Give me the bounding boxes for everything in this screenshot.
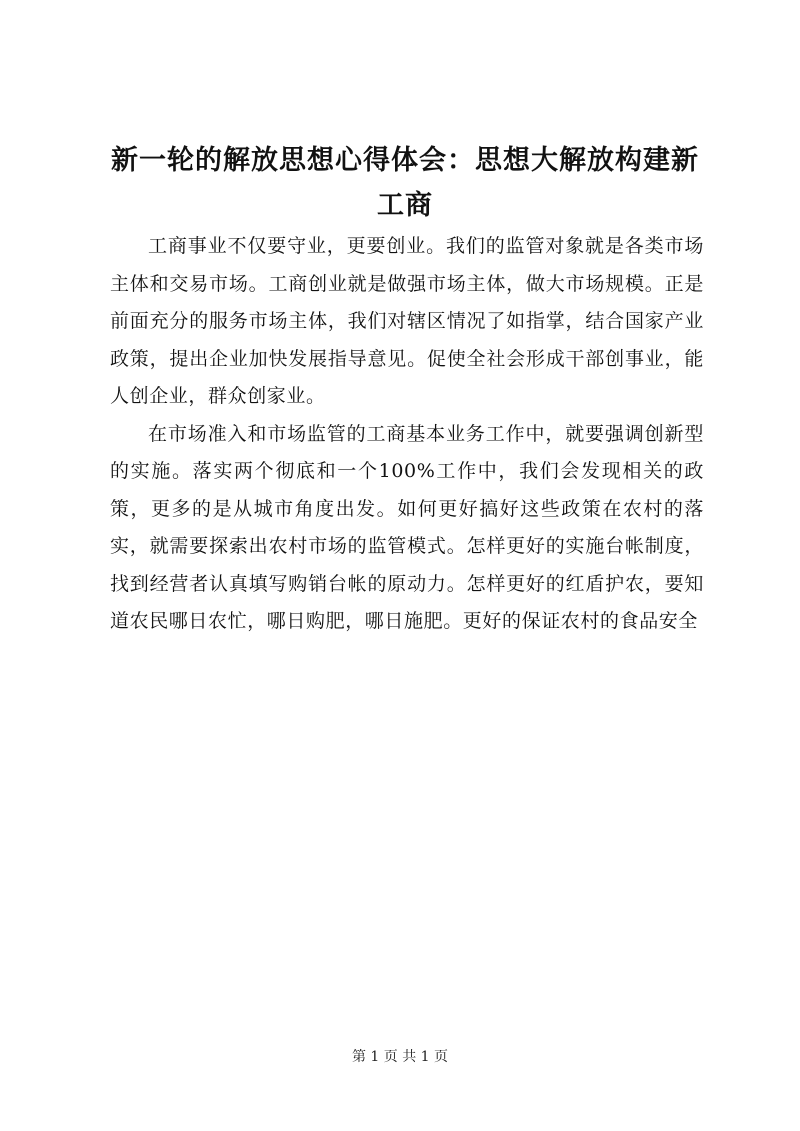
paragraph-1: 工商事业不仅要守业，更要创业。我们的监管对象就是各类市场主体和交易市场。工商创业就是做强市场主体，做大市场规模。正是前面充分的服务市场主体，我们对辖区情况了如指掌，结合国家产业政策，提出企业加快发展指导意见。促使全社会形成干部创事业，能人创企业，群众创家业。 <box>110 235 704 407</box>
page-footer: 第 1 页 共 1 页 <box>351 1049 449 1065</box>
document-body <box>110 228 704 641</box>
document-title: 新一轮的解放思想心得体会：思想大解放构建新工商 <box>111 145 699 221</box>
paragraph-2: 在市场准入和市场监管的工商基本业务工作中，就要强调创新型的实施。落实两个彻底和一个100%工作中，我们会发现相关的政策，更多的是从城市角度出发。如何更好搞好这些政策在农村的落实，就需要探索出农村市场的监管模式。怎样更好的实施台帐制度，找到经营者认真填写购销台帐的原动力。怎样更好的红盾护农，要知道农民哪日农忙，哪日购肥，哪日施肥。更好的保证农村的食品安全 <box>110 422 704 632</box>
